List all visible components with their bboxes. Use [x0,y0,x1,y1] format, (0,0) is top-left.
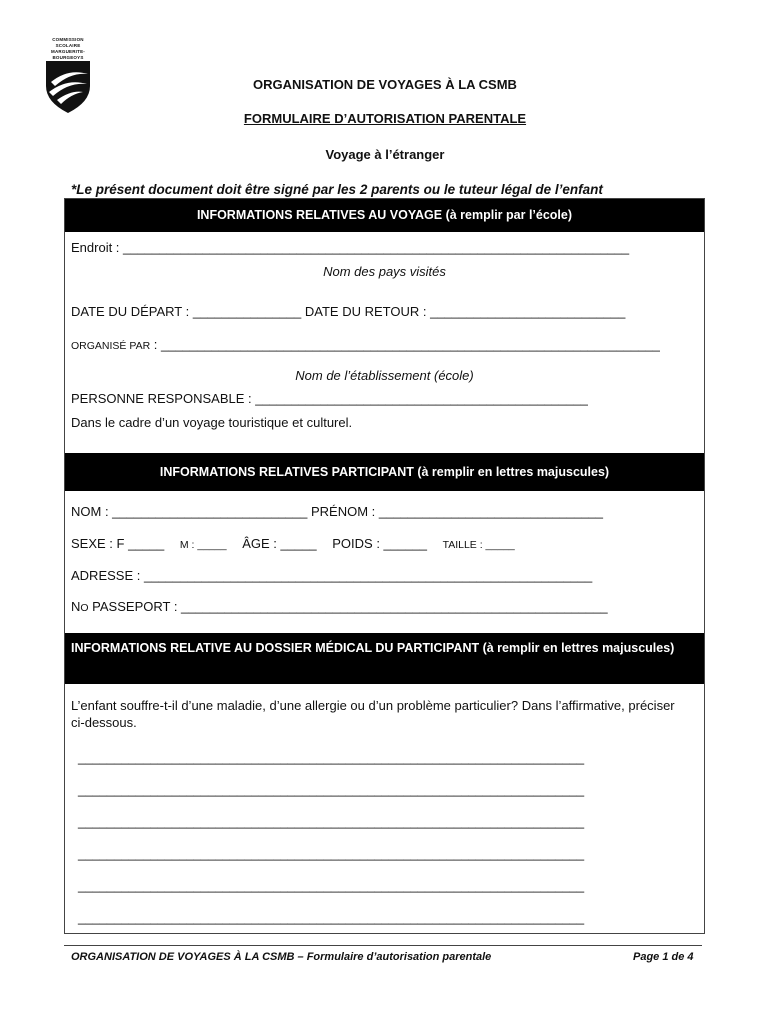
medical-answer-line-3[interactable]: ______________________________________________________________________ [78,814,585,829]
form-box [64,198,705,934]
physical-info-row [71,536,515,551]
medical-question: L’enfant souffre-t-il d’une maladie, d’une allergie ou d’un problème particulier? Dans l’affirmative, préciser ci-dessous. [71,698,675,730]
name-field[interactable]: NOM : ___________________________ PRÉNOM : _______________________________ [71,504,604,519]
dates-field[interactable]: DATE DU DÉPART : _______________ DATE DU RETOUR : ___________________________ [71,304,626,319]
medical-answer-line-2[interactable]: ______________________________________________________________________ [78,782,585,797]
logo-text-line-3: MARGUERITE- [51,49,85,54]
medical-answer-line-4[interactable]: ______________________________________________________________________ [78,846,585,861]
logo-text-line-2: SCOLAIRE [55,43,81,48]
organise-par-field[interactable] [71,337,660,352]
endroit-field[interactable]: Endroit : ______________________________________________________________________ [71,240,630,255]
trip-section-header: INFORMATIONS RELATIVES AU VOYAGE (à remplir par l’école) [65,199,704,232]
form-subtitle: FORMULAIRE D’AUTORISATION PARENTALE [243,111,527,126]
organise-par-line: : _____________________________________________________________________ [150,337,660,352]
medical-answer-line-6[interactable]: ______________________________________________________________________ [78,910,585,925]
sexe-f-field[interactable]: SEXE : F _____ [71,536,165,551]
footer-divider [64,945,702,946]
logo-text-line-4: BOURGEOYS [52,55,84,60]
sexe-m-field[interactable]: M : _____ [179,539,227,551]
footer-page-number: Page 1 de 4 [633,951,694,963]
taille-field[interactable]: TAILLE : _____ [442,539,515,551]
trip-context: Dans le cadre d’un voyage touristique et culturel. [71,415,353,430]
responsable-field[interactable]: PERSONNE RESPONSABLE : ______________________________________________ [71,391,588,406]
passport-field[interactable] [71,599,608,614]
medical-section-header: INFORMATIONS RELATIVE AU DOSSIER MÉDICAL DU PARTICIPANT (à remplir en lettres majuscules) [65,633,704,684]
countries-hint: Nom des pays visités [323,264,446,279]
adresse-field[interactable]: ADRESSE : ______________________________________________________________ [71,568,593,583]
footer-document-title: ORGANISATION DE VOYAGES À LA CSMB – Formulaire d’autorisation parentale [71,951,492,963]
passport-line: PASSEPORT : ___________________________________________________________ [88,599,608,614]
medical-answer-line-1[interactable]: ______________________________________________________________________ [78,750,585,765]
medical-answer-line-5[interactable]: ______________________________________________________________________ [78,878,585,893]
logo-text-line-1: COMMISSION [52,37,84,42]
signature-notice: *Le présent document doit être signé par les 2 parents ou le tuteur légal de l’enfant [71,182,603,197]
organise-par-label: ORGANISÉ PAR [71,340,151,352]
passport-label-o: O [80,602,89,614]
poids-field[interactable]: POIDS : ______ [332,536,427,551]
participant-section-header: INFORMATIONS RELATIVES PARTICIPANT (à remplir en lettres majuscules) [65,453,704,491]
school-hint: Nom de l’établissement (école) [295,368,474,383]
page-title: ORGANISATION DE VOYAGES À LA CSMB [253,77,517,92]
trip-type: Voyage à l’étranger [325,147,445,162]
logo-emblem-icon [43,34,93,114]
age-field[interactable]: ÂGE : _____ [242,536,317,551]
passport-label-n: N [71,599,81,614]
csmb-logo [43,34,93,114]
